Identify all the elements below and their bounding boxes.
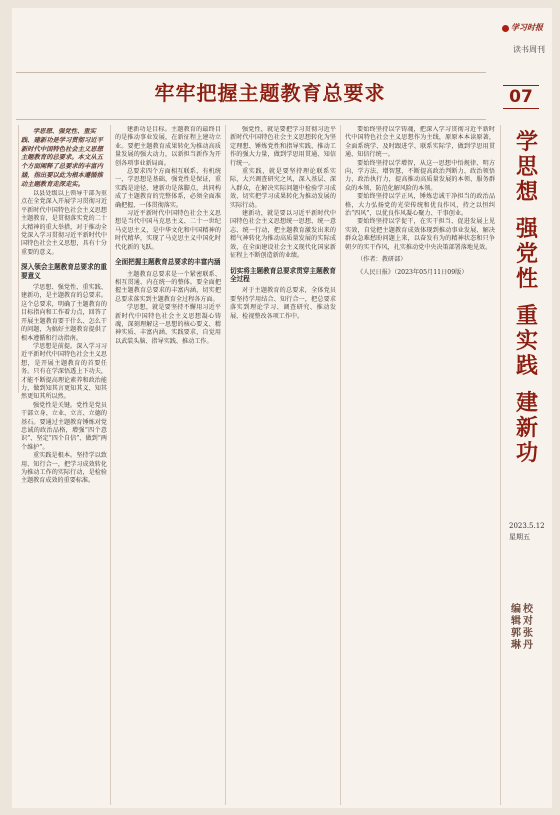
editor-char: 编 xyxy=(511,604,521,615)
vertical-slogan-char: 重 xyxy=(515,304,538,329)
editor-char: 张 xyxy=(523,628,533,639)
column-divider xyxy=(110,125,111,805)
vertical-slogan-char: 党 xyxy=(515,242,538,267)
section-heading: 深入领会主题教育总要求的重要意义 xyxy=(21,263,107,280)
vertical-slogan xyxy=(512,130,542,466)
body-paragraph: 要始终坚持以学正风，锤炼忠诚干净担当的政治品格，大力弘扬党的光荣传统和优良作风，持之以恒纠治“四风”，以优良作风凝心聚力、干事创业。 xyxy=(345,193,495,218)
issue-date-value: 2023.5.12 xyxy=(509,522,545,530)
column-divider xyxy=(500,125,501,805)
body-paragraph: 建新功，就是要以习近平新时代中国特色社会主义思想统一思想、统一意志、统一行动，把主题教育激发出来的精气神转化为推动高质量发展的实际成效，在全面建设社会主义现代化国家新征程上不断创造新的业绩。 xyxy=(230,210,336,260)
body-paragraph: 强党性，就是要把学习贯彻习近平新时代中国特色社会主义思想转化为坚定理想、锤炼党性和指导实践、推动工作的强大力量，做到学思用贯通、知信行统一。 xyxy=(230,126,336,167)
vertical-slogan-char: 思 xyxy=(515,155,538,180)
lead-paragraph: 学思想、强党性、重实践、建新功是学习贯彻习近平新时代中国特色社会主义思想主题教育的总要求。本文从五个方面阐释了总要求的丰富内涵，指出要以此为根本遵循推动主题教育走深走实。 xyxy=(21,128,103,188)
editor-char: 丹 xyxy=(523,640,533,651)
body-paragraph: 习近平新时代中国特色社会主义思想是当代中国马克思主义、二十一世纪马克思主义，是中华文化和中国精神的时代精华，实现了马克思主义中国化时代化新的飞跃。 xyxy=(115,210,221,251)
body-paragraph: 要始终坚持以学铸魂，把深入学习贯彻习近平新时代中国特色社会主义思想作为主线，原原本本读原著，全面系统学、及时跟进学、联系实际学，做到学思用贯通、知信行统一。 xyxy=(345,126,495,159)
vertical-slogan-char: 实 xyxy=(515,329,538,354)
author-line: （作者：教研部） xyxy=(357,256,407,264)
masthead-dot-icon xyxy=(502,25,509,32)
vertical-slogan-char: 功 xyxy=(515,441,538,466)
body-paragraph: 以县处级以上领导干部为重点在全党深入开展学习贯彻习近平新时代中国特色社会主义思想主题教育，是贯彻落实党的二十大精神的重大举措，对于推动全党深入学习贯彻习近平新时代中国特色社会主义思想，具有十分重要的意义。 xyxy=(21,190,107,256)
page-title: 牢牢把握主题教育总要求 xyxy=(154,81,386,105)
article-column-4 xyxy=(345,126,495,802)
vertical-slogan-char: 学 xyxy=(515,130,538,155)
page-number: 07 xyxy=(503,85,539,109)
article-column-3 xyxy=(230,126,336,802)
issue-date xyxy=(509,521,551,543)
editor-char: 辑 xyxy=(511,616,521,627)
editor-char: 琳 xyxy=(511,640,521,651)
body-paragraph: 建新功是目标。主题教育的最终目的是推动事业发展，在新征程上建功立业。要把主题教育成果转化为推动高质量发展的强大动力，以新担当新作为开创各项事业新局面。 xyxy=(115,126,221,167)
issue-weekday: 星期五 xyxy=(509,533,530,541)
editor-char: 郭 xyxy=(511,628,521,639)
section-heading: 全面把握主题教育总要求的丰富内涵 xyxy=(115,258,221,267)
vertical-slogan-char: 想 xyxy=(515,180,538,205)
vertical-slogan-char: 践 xyxy=(515,354,538,379)
header-rule-bottom xyxy=(16,119,486,120)
body-paragraph: 学思想，就是要坚持不懈用习近平新时代中国特色社会主义思想凝心铸魂，深刻理解这一思想的核心要义、精神实质、丰富内涵、实践要求，自觉用以武装头脑、指导实践、推动工作。 xyxy=(115,304,221,345)
vertical-slogan-char: 强 xyxy=(515,217,538,242)
section-heading: 切实将主题教育总要求贯穿主题教育全过程 xyxy=(230,266,336,283)
body-paragraph: 要始终坚持以学增智，从这一思想中悟规律、明方向、学方法、增智慧，不断提高政治判断力、政治领悟力、政治执行力，提高推动高质量发展的本领、服务群众的本领、防范化解风险的本领。 xyxy=(345,159,495,192)
editor-credits xyxy=(511,604,547,652)
article-column-2 xyxy=(115,126,221,802)
column-divider xyxy=(340,125,341,805)
vertical-slogan-char: 性 xyxy=(515,267,538,292)
body-paragraph: 重实践是根本。坚持学以致用、知行合一，把学习成效转化为推动工作的实际行动，是检验主题教育成效的重要标准。 xyxy=(21,452,107,485)
body-paragraph: 学思想是前提。深入学习习近平新时代中国特色社会主义思想，是开展主题教育的首要任务。只有在学深悟透上下功夫，才能不断提高理论素养和政治能力，做到知其言更知其义、知其然更知其所以然。 xyxy=(21,342,107,401)
masthead-paper-name: 学习时报 xyxy=(511,22,543,32)
masthead-logo xyxy=(499,22,543,40)
body-paragraph: 学思想、强党性、重实践、建新功，是主题教育的总要求。这个总要求，明确了主题教育的目标指向和工作着力点，回答了开展主题教育要干什么、怎么干的问题，为搞好主题教育提供了根本遵循和行动指南。 xyxy=(21,284,107,342)
body-paragraph: 重实践，就是要坚持理论联系实际，大兴调查研究之风，深入基层、深入群众，在解决实际问题中检验学习成效，切实把学习成果转化为推动发展的实际行动。 xyxy=(230,168,336,209)
vertical-slogan-char: 新 xyxy=(515,416,538,441)
body-paragraph: 强党性是关键。党性是党员干部立身、立业、立言、立德的基石。要通过主题教育锤炼对党忠诚的政治品格，增强“四个意识”、坚定“四个自信”、做到“两个维护”。 xyxy=(21,401,107,451)
body-paragraph: 要始终坚持以学促干，在实干担当、促进发展上见实效，自觉把主题教育成效体现到推动事业发展、解决群众急难愁盼问题上来，以奋发有为的精神状态和只争朝夕的实干作风，扎实推动党中央决策部署落地见效。 xyxy=(345,218,495,251)
article-column-1 xyxy=(21,190,107,800)
body-paragraph: 对于主题教育的总要求，全体党员要坚持学用结合、知行合一，把总要求落实到理论学习、调查研究、推动发展、检视整改各项工作中。 xyxy=(230,287,336,320)
column-divider xyxy=(225,125,226,805)
editor-char: 校 xyxy=(523,604,533,615)
editor-char: 对 xyxy=(523,616,533,627)
header-rule-top xyxy=(16,72,486,73)
body-paragraph: 总要求四个方面相互联系、有机统一，学思想是基础，强党性是保证，重实践是途径，建新功是落脚点，共同构成了主题教育的完整体系，必须全面准确把握、一体贯彻落实。 xyxy=(115,168,221,209)
supplement-name: 读书周刊 xyxy=(513,45,545,54)
body-paragraph: 主题教育总要求是一个紧密联系、相互贯通、内在统一的整体。要全面把握主题教育总要求的丰富内涵，切实把总要求落实到主题教育全过程各方面。 xyxy=(115,270,221,303)
lead-rule xyxy=(18,125,19,393)
vertical-slogan-char: 建 xyxy=(515,391,538,416)
source-line: 《人民日报》（2023年05月11日09版） xyxy=(357,268,468,276)
